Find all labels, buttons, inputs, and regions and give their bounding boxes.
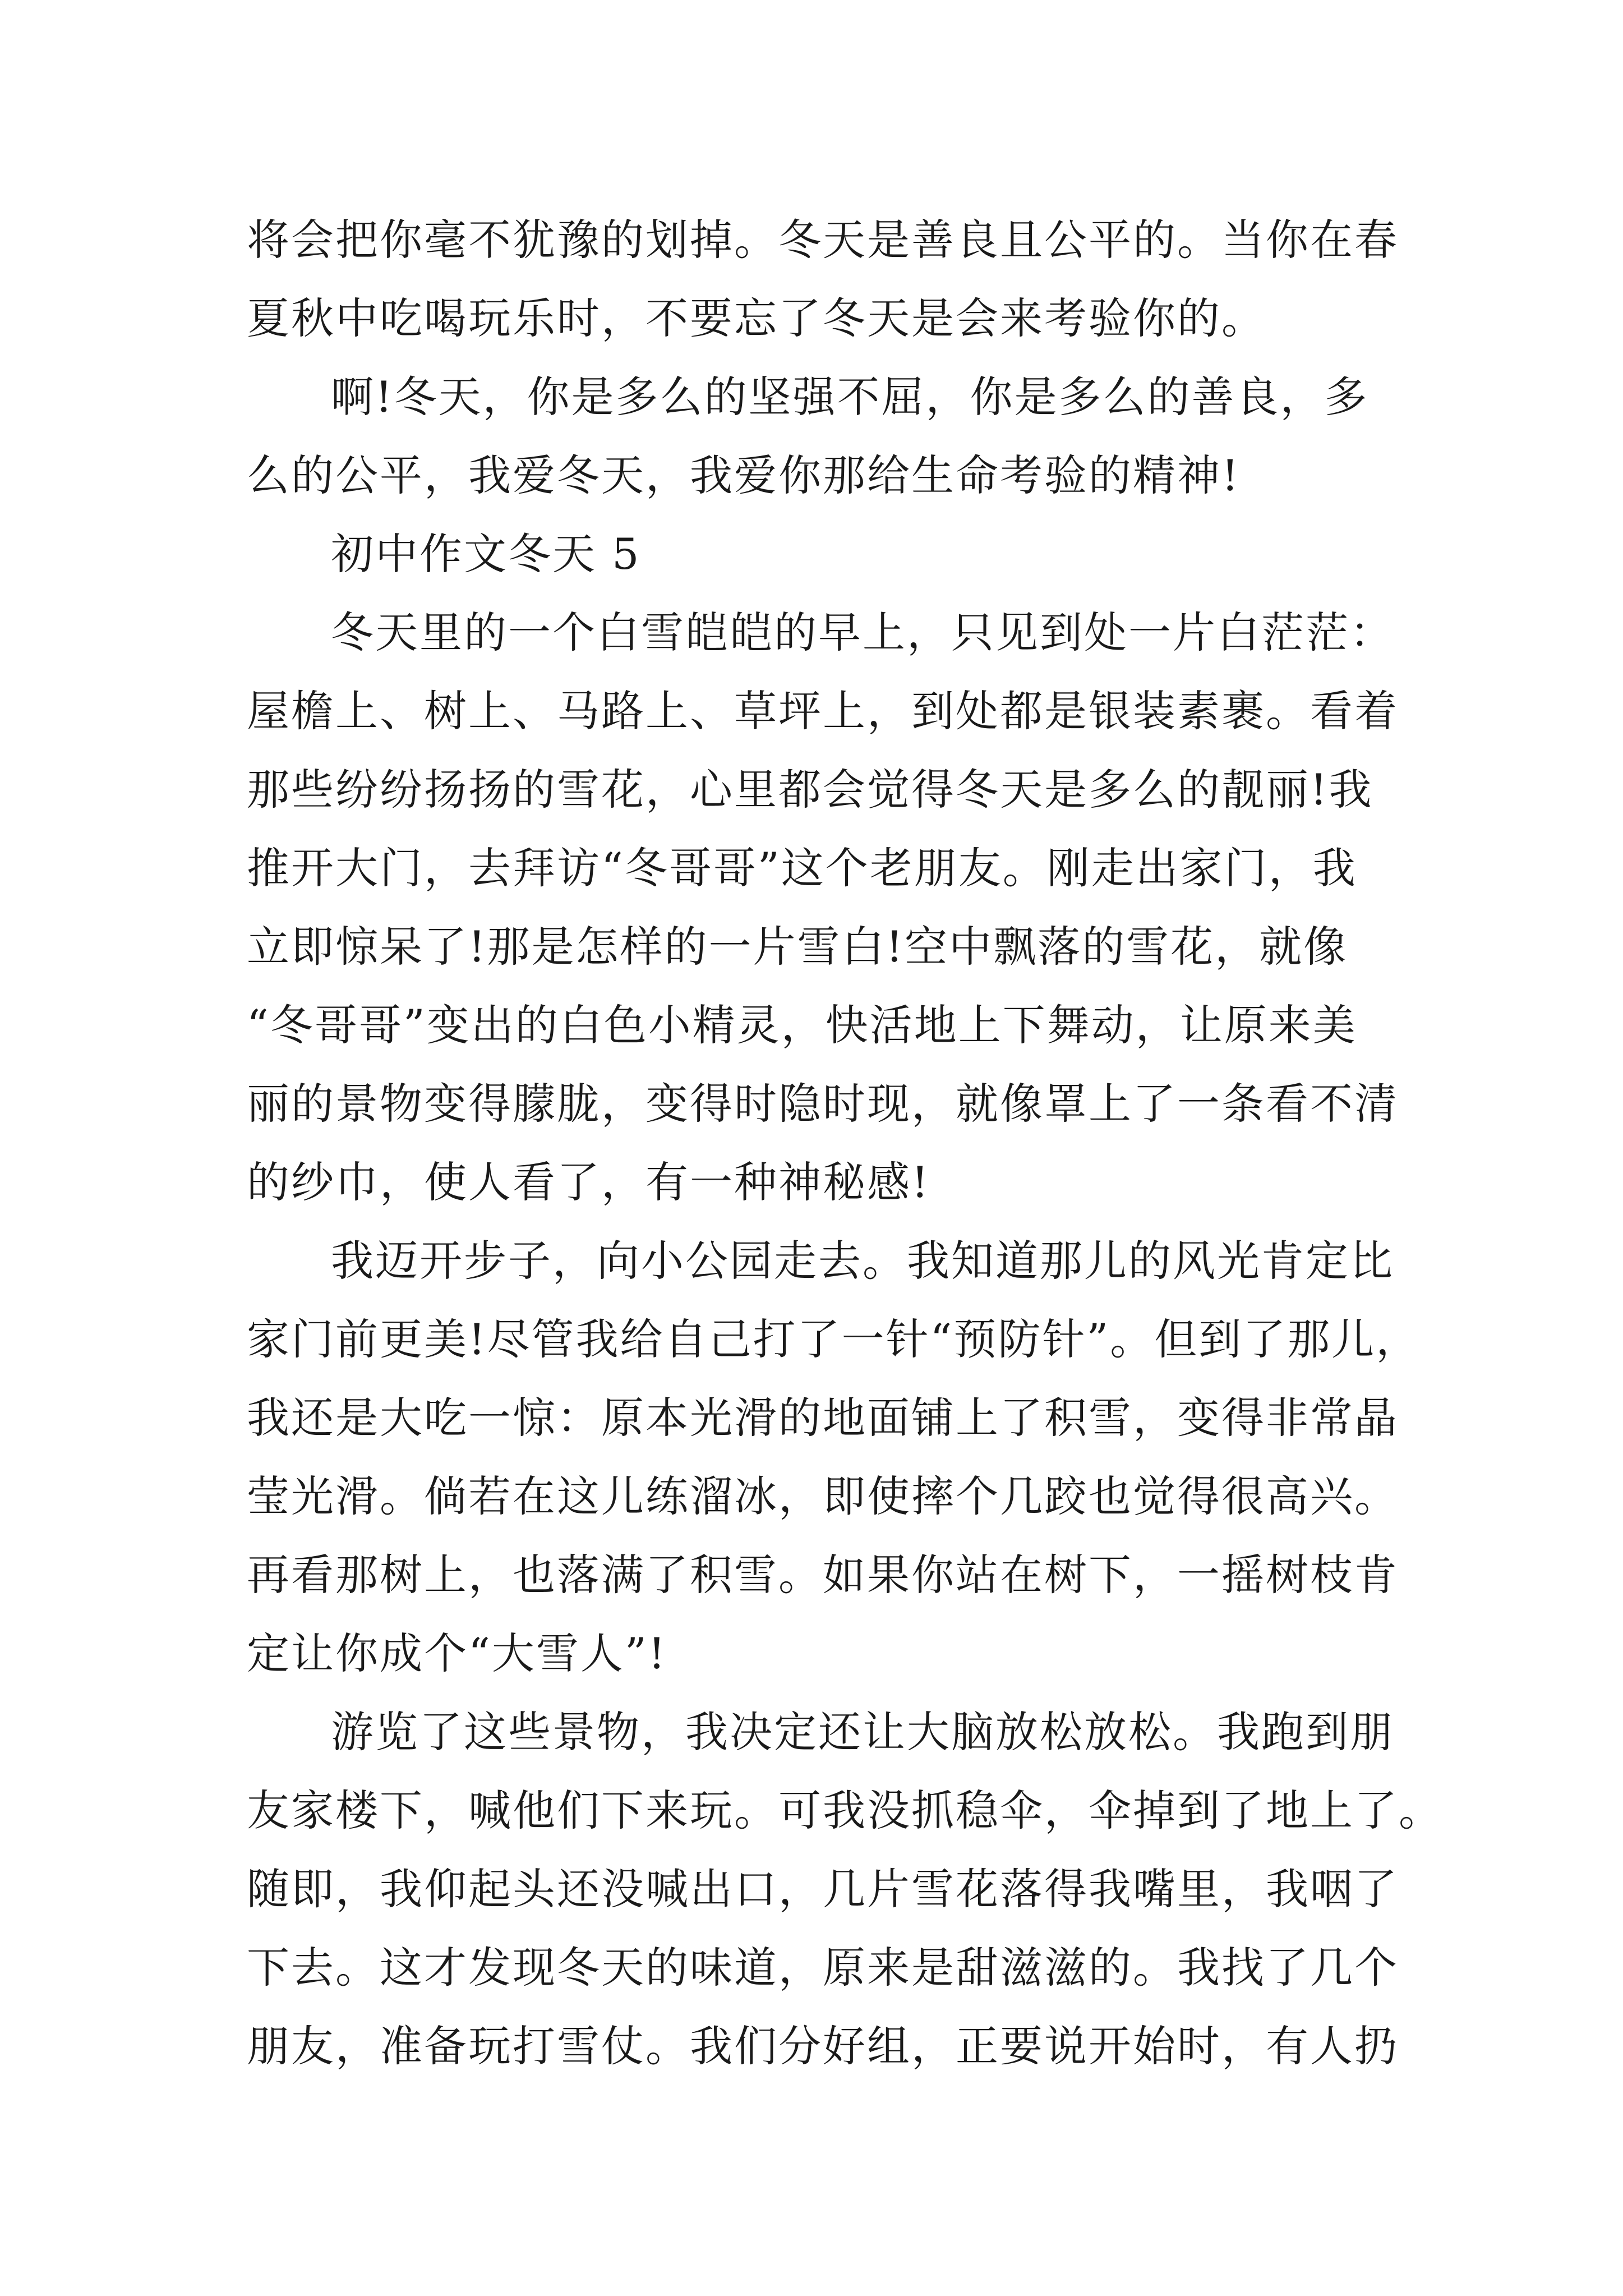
text-line: 丽的景物变得朦胧，变得时隐时现，就像罩上了一条看不清 bbox=[247, 1079, 1399, 1129]
text-line: 立即惊呆了!那是怎样的一片雪白!空中飘落的雪花，就像 bbox=[247, 922, 1348, 972]
text-line: 下去。这才发现冬天的味道，原来是甜滋滋的。我找了几个 bbox=[247, 1943, 1399, 1993]
text-line: 莹光滑。倘若在这儿练溜冰，即使摔个几跤也觉得很高兴。 bbox=[247, 1471, 1399, 1521]
text-line: 么的公平，我爱冬天，我爱你那给生命考验的精神! bbox=[247, 450, 1241, 500]
text-line: 游览了这些景物，我决定还让大脑放松放松。我跑到朋 bbox=[331, 1707, 1394, 1757]
text-line: 随即，我仰起头还没喊出口，几片雪花落得我嘴里，我咽了 bbox=[247, 1864, 1399, 1914]
text-line: 家门前更美!尽管我给自己打了一针“预防针”。但到了那儿， bbox=[247, 1314, 1421, 1364]
text-line: 推开大门，去拜访“冬哥哥”这个老朋友。刚走出家门，我 bbox=[247, 843, 1357, 893]
text-line: 冬天里的一个白雪皑皑的早上，只见到处一片白茫茫： bbox=[331, 608, 1394, 657]
text-line: 那些纷纷扬扬的雪花，心里都会觉得冬天是多么的靓丽!我 bbox=[247, 765, 1373, 815]
text-line: 将会把你毫不犹豫的划掉。冬天是善良且公平的。当你在春 bbox=[247, 215, 1399, 265]
text-line: 屋檐上、树上、马路上、草坪上，到处都是银装素裹。看着 bbox=[247, 686, 1399, 736]
text-line: 啊!冬天，你是多么的坚强不屈，你是多么的善良，多 bbox=[331, 372, 1369, 422]
text-line: 朋友，准备玩打雪仗。我们分好组，正要说开始时，有人扔 bbox=[247, 2021, 1399, 2071]
text-line: “冬哥哥”变出的白色小精灵，快活地上下舞动，让原来美 bbox=[247, 1000, 1357, 1050]
text-line: 夏秋中吃喝玩乐时，不要忘了冬天是会来考验你的。 bbox=[247, 293, 1266, 343]
text-line: 我迈开步子，向小公园走去。我知道那儿的风光肯定比 bbox=[331, 1236, 1394, 1286]
text-line: 的纱巾，使人看了，有一种神秘感! bbox=[247, 1157, 930, 1207]
text-line: 我还是大吃一惊：原本光滑的地面铺上了积雪，变得非常晶 bbox=[247, 1393, 1399, 1443]
text-line: 再看那树上，也落满了积雪。如果你站在树下，一摇树枝肯 bbox=[247, 1550, 1399, 1600]
section-heading: 初中作文冬天 5 bbox=[331, 529, 641, 579]
text-line: 友家楼下，喊他们下来玩。可我没抓稳伞，伞掉到了地上了。 bbox=[247, 1786, 1443, 1835]
text-line: 定让你成个“大雪人”! bbox=[247, 1628, 667, 1678]
